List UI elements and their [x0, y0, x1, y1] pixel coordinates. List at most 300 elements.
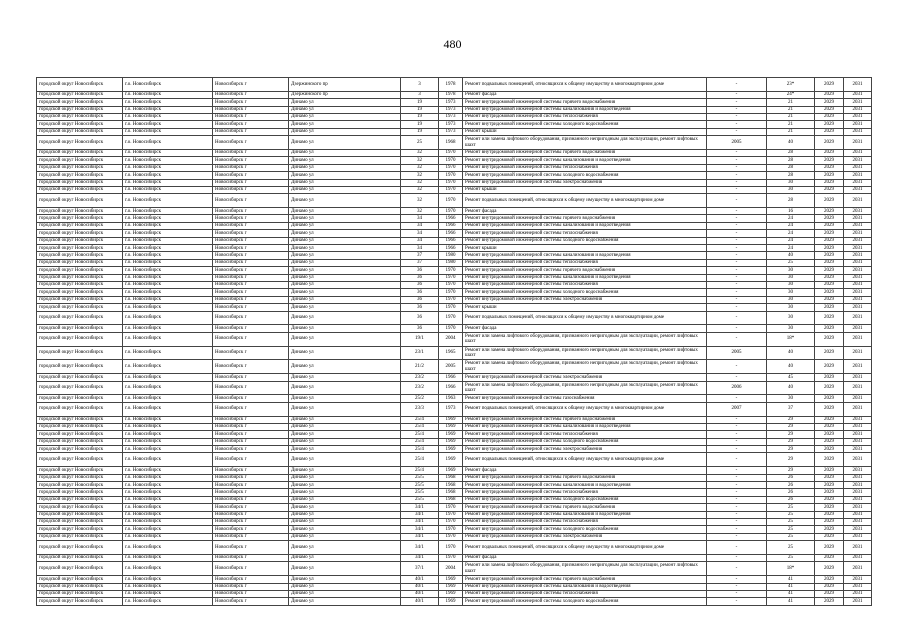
work-type-cell: Ремонт крыши	[463, 186, 707, 193]
locality-cell: Новосибирск г	[213, 274, 289, 281]
last-repair-year-cell: -	[707, 245, 767, 252]
city-cell: г.о. Новосибирск	[123, 99, 213, 106]
city-cell: г.о. Новосибирск	[123, 576, 213, 583]
table-row	[37, 194, 872, 208]
build-year-cell: 1963	[439, 395, 463, 402]
build-year-cell: 1969	[439, 446, 463, 453]
last-repair-year-cell: -	[707, 121, 767, 128]
term-cell: 28	[767, 194, 815, 208]
locality-cell: Новосибирск г	[213, 164, 289, 171]
house-cell: 40/1	[401, 590, 439, 597]
city-cell: г.о. Новосибирск	[123, 222, 213, 229]
work-type-cell: Ремонт внутридомовой инженерной системы теплоснабжения	[463, 230, 707, 237]
term-cell: 30	[767, 311, 815, 325]
city-cell: г.о. Новосибирск	[123, 230, 213, 237]
plan-end-cell: 2031	[844, 453, 872, 467]
last-repair-year-cell: 2007	[707, 402, 767, 416]
work-type-cell: Ремонт фасада	[463, 554, 707, 561]
plan-end-cell: 2031	[844, 136, 872, 150]
house-cell: 23/1	[401, 346, 439, 360]
locality-cell: Новосибирск г	[213, 518, 289, 525]
street-cell: Динамо ул	[289, 325, 401, 332]
district-cell: городской округ Новосибирск	[37, 554, 123, 561]
district-cell: городской округ Новосибирск	[37, 113, 123, 120]
house-cell: 25/5	[401, 474, 439, 481]
last-repair-year-cell: -	[707, 296, 767, 303]
city-cell: г.о. Новосибирск	[123, 360, 213, 374]
build-year-cell: 1970	[439, 194, 463, 208]
term-cell: 25	[767, 259, 815, 266]
term-cell: 30	[767, 296, 815, 303]
plan-start-cell: 2029	[815, 423, 844, 430]
table-row	[37, 496, 872, 503]
plan-start-cell: 2029	[815, 237, 844, 244]
district-cell: городской округ Новосибирск	[37, 423, 123, 430]
locality-cell: Новосибирск г	[213, 296, 289, 303]
house-cell: 25	[401, 136, 439, 150]
city-cell: г.о. Новосибирск	[123, 511, 213, 518]
plan-end-cell: 2031	[844, 304, 872, 311]
house-cell: 25/4	[401, 423, 439, 430]
locality-cell: Новосибирск г	[213, 267, 289, 274]
plan-end-cell: 2031	[844, 194, 872, 208]
district-cell: городской округ Новосибирск	[37, 91, 123, 98]
street-cell: Динамо ул	[289, 431, 401, 438]
work-type-cell: Ремонт внутридомовой инженерной системы канализования и водоотведения	[463, 252, 707, 259]
term-cell: 25	[767, 511, 815, 518]
work-type-cell: Ремонт внутридомовой инженерной системы теплоснабжения	[463, 431, 707, 438]
plan-start-cell: 2029	[815, 106, 844, 113]
locality-cell: Новосибирск г	[213, 598, 289, 605]
city-cell: г.о. Новосибирск	[123, 395, 213, 402]
plan-start-cell: 2029	[815, 194, 844, 208]
table-row	[37, 281, 872, 288]
table-row	[37, 230, 872, 237]
build-year-cell: 1970	[439, 518, 463, 525]
district-cell: городской округ Новосибирск	[37, 590, 123, 597]
house-cell: 34	[401, 222, 439, 229]
work-type-cell: Ремонт внутридомовой инженерной системы газоснабжения	[463, 395, 707, 402]
table-row	[37, 431, 872, 438]
district-cell: городской округ Новосибирск	[37, 518, 123, 525]
plan-end-cell: 2031	[844, 590, 872, 597]
build-year-cell: 1970	[439, 179, 463, 186]
plan-start-cell: 2029	[815, 78, 844, 92]
plan-start-cell: 2029	[815, 562, 844, 576]
street-cell: Динамо ул	[289, 562, 401, 576]
last-repair-year-cell: -	[707, 526, 767, 533]
plan-start-cell: 2029	[815, 186, 844, 193]
street-cell: Динамо ул	[289, 194, 401, 208]
last-repair-year-cell: -	[707, 374, 767, 381]
table-row	[37, 304, 872, 311]
street-cell: Динамо ул	[289, 395, 401, 402]
last-repair-year-cell: -	[707, 230, 767, 237]
locality-cell: Новосибирск г	[213, 194, 289, 208]
street-cell: Динамо ул	[289, 482, 401, 489]
work-type-cell: Ремонт подвальных помещений, относящихся к общему имуществу в многоквартирном доме	[463, 194, 707, 208]
district-cell: городской округ Новосибирск	[37, 402, 123, 416]
table-row	[37, 360, 872, 374]
last-repair-year-cell: 2005	[707, 346, 767, 360]
build-year-cell: 1970	[439, 157, 463, 164]
last-repair-year-cell: -	[707, 332, 767, 346]
plan-end-cell: 2031	[844, 172, 872, 179]
work-type-cell: Ремонт подвальных помещений, относящихся к общему имуществу в многоквартирном доме	[463, 453, 707, 467]
street-cell: Динамо ул	[289, 332, 401, 346]
street-cell: Динамо ул	[289, 208, 401, 215]
build-year-cell: 1968	[439, 496, 463, 503]
locality-cell: Новосибирск г	[213, 431, 289, 438]
build-year-cell: 1969	[439, 453, 463, 467]
house-cell: 34	[401, 245, 439, 252]
district-cell: городской округ Новосибирск	[37, 106, 123, 113]
term-cell: 29	[767, 453, 815, 467]
build-year-cell: 1969	[439, 438, 463, 445]
term-cell: 28	[767, 149, 815, 156]
plan-start-cell: 2029	[815, 482, 844, 489]
district-cell: городской округ Новосибирск	[37, 416, 123, 423]
locality-cell: Новосибирск г	[213, 360, 289, 374]
district-cell: городской округ Новосибирск	[37, 157, 123, 164]
last-repair-year-cell: -	[707, 482, 767, 489]
city-cell: г.о. Новосибирск	[123, 325, 213, 332]
work-type-cell: Ремонт внутридомовой инженерной системы канализования и водоотведения	[463, 222, 707, 229]
term-cell: 29	[767, 423, 815, 430]
term-cell: 25	[767, 526, 815, 533]
plan-start-cell: 2029	[815, 325, 844, 332]
last-repair-year-cell: -	[707, 215, 767, 222]
last-repair-year-cell: -	[707, 446, 767, 453]
plan-start-cell: 2029	[815, 230, 844, 237]
build-year-cell: 1969	[439, 583, 463, 590]
city-cell: г.о. Новосибирск	[123, 526, 213, 533]
street-cell: Динамо ул	[289, 374, 401, 381]
table-row	[37, 289, 872, 296]
work-type-cell: Ремонт крыши	[463, 304, 707, 311]
street-cell: Динамо ул	[289, 296, 401, 303]
term-cell: 25	[767, 504, 815, 511]
build-year-cell: 1970	[439, 208, 463, 215]
build-year-cell: 1973	[439, 99, 463, 106]
plan-start-cell: 2029	[815, 121, 844, 128]
last-repair-year-cell: -	[707, 423, 767, 430]
table-row	[37, 533, 872, 540]
locality-cell: Новосибирск г	[213, 222, 289, 229]
plan-start-cell: 2029	[815, 446, 844, 453]
work-type-cell: Ремонт внутридомовой инженерной системы горячего водоснабжения	[463, 99, 707, 106]
build-year-cell: 1966	[439, 245, 463, 252]
city-cell: г.о. Новосибирск	[123, 453, 213, 467]
street-cell: Динамо ул	[289, 128, 401, 135]
term-cell: 26	[767, 474, 815, 481]
term-cell: 21	[767, 121, 815, 128]
last-repair-year-cell: -	[707, 274, 767, 281]
term-cell: 30	[767, 186, 815, 193]
table-row	[37, 296, 872, 303]
locality-cell: Новосибирск г	[213, 179, 289, 186]
street-cell: Динамо ул	[289, 381, 401, 395]
street-cell: Дзержинского пр	[289, 91, 401, 98]
locality-cell: Новосибирск г	[213, 562, 289, 576]
city-cell: г.о. Новосибирск	[123, 252, 213, 259]
plan-end-cell: 2031	[844, 281, 872, 288]
plan-end-cell: 2031	[844, 230, 872, 237]
district-cell: городской округ Новосибирск	[37, 526, 123, 533]
build-year-cell: 1970	[439, 289, 463, 296]
locality-cell: Новосибирск г	[213, 489, 289, 496]
last-repair-year-cell: -	[707, 157, 767, 164]
city-cell: г.о. Новосибирск	[123, 467, 213, 474]
last-repair-year-cell: -	[707, 453, 767, 467]
district-cell: городской округ Новосибирск	[37, 274, 123, 281]
last-repair-year-cell: -	[707, 474, 767, 481]
locality-cell: Новосибирск г	[213, 149, 289, 156]
locality-cell: Новосибирск г	[213, 346, 289, 360]
district-cell: городской округ Новосибирск	[37, 267, 123, 274]
locality-cell: Новосибирск г	[213, 474, 289, 481]
plan-end-cell: 2031	[844, 381, 872, 395]
last-repair-year-cell: 2005	[707, 136, 767, 150]
last-repair-year-cell: -	[707, 194, 767, 208]
last-repair-year-cell: -	[707, 467, 767, 474]
plan-end-cell: 2031	[844, 78, 872, 92]
street-cell: Динамо ул	[289, 222, 401, 229]
street-cell: Динамо ул	[289, 179, 401, 186]
street-cell: Динамо ул	[289, 504, 401, 511]
plan-start-cell: 2029	[815, 136, 844, 150]
house-cell: 34/1	[401, 526, 439, 533]
district-cell: городской округ Новосибирск	[37, 78, 123, 92]
plan-start-cell: 2029	[815, 304, 844, 311]
last-repair-year-cell: -	[707, 598, 767, 605]
plan-start-cell: 2029	[815, 259, 844, 266]
work-type-cell: Ремонт внутридомовой инженерной системы горячего водоснабжения	[463, 576, 707, 583]
district-cell: городской округ Новосибирск	[37, 172, 123, 179]
street-cell: Динамо ул	[289, 598, 401, 605]
plan-end-cell: 2031	[844, 296, 872, 303]
last-repair-year-cell: -	[707, 164, 767, 171]
table-row	[37, 381, 872, 395]
build-year-cell: 1970	[439, 281, 463, 288]
district-cell: городской округ Новосибирск	[37, 381, 123, 395]
work-type-cell: Ремонт внутридомовой инженерной системы электроснабжения	[463, 179, 707, 186]
house-cell: 32	[401, 149, 439, 156]
plan-end-cell: 2031	[844, 438, 872, 445]
plan-end-cell: 2031	[844, 346, 872, 360]
last-repair-year-cell: -	[707, 438, 767, 445]
table-row	[37, 208, 872, 215]
term-cell: 29	[767, 438, 815, 445]
plan-start-cell: 2029	[815, 346, 844, 360]
district-cell: городской округ Новосибирск	[37, 164, 123, 171]
house-cell: 34/1	[401, 504, 439, 511]
house-cell: 25/4	[401, 446, 439, 453]
work-type-cell: Ремонт крыши	[463, 128, 707, 135]
plan-end-cell: 2031	[844, 511, 872, 518]
table-row	[37, 402, 872, 416]
table-row	[37, 245, 872, 252]
last-repair-year-cell: -	[707, 489, 767, 496]
house-cell: 37/1	[401, 562, 439, 576]
plan-start-cell: 2029	[815, 583, 844, 590]
city-cell: г.о. Новосибирск	[123, 381, 213, 395]
table-row	[37, 172, 872, 179]
city-cell: г.о. Новосибирск	[123, 598, 213, 605]
work-type-cell: Ремонт или замена лифтового оборудования, признанного непригодным для эксплуатации, ремонт лифтовых шахт	[463, 381, 707, 395]
house-cell: 32	[401, 179, 439, 186]
last-repair-year-cell: -	[707, 395, 767, 402]
district-cell: городской округ Новосибирск	[37, 186, 123, 193]
last-repair-year-cell: -	[707, 106, 767, 113]
house-cell: 19	[401, 121, 439, 128]
term-cell: 24	[767, 230, 815, 237]
term-cell: 41	[767, 590, 815, 597]
table-row	[37, 136, 872, 150]
locality-cell: Новосибирск г	[213, 423, 289, 430]
street-cell: Динамо ул	[289, 186, 401, 193]
build-year-cell: 1969	[439, 423, 463, 430]
district-cell: городской округ Новосибирск	[37, 496, 123, 503]
work-type-cell: Ремонт внутридомовой инженерной системы электроснабжения	[463, 446, 707, 453]
street-cell: Динамо ул	[289, 590, 401, 597]
plan-start-cell: 2029	[815, 511, 844, 518]
street-cell: Динамо ул	[289, 526, 401, 533]
plan-start-cell: 2029	[815, 245, 844, 252]
plan-start-cell: 2029	[815, 157, 844, 164]
house-cell: 36	[401, 289, 439, 296]
build-year-cell: 1980	[439, 259, 463, 266]
plan-end-cell: 2031	[844, 274, 872, 281]
city-cell: г.о. Новосибирск	[123, 554, 213, 561]
house-cell: 23/2	[401, 381, 439, 395]
city-cell: г.о. Новосибирск	[123, 332, 213, 346]
plan-end-cell: 2031	[844, 208, 872, 215]
term-cell: 28	[767, 164, 815, 171]
work-type-cell: Ремонт внутридомовой инженерной системы горячего водоснабжения	[463, 149, 707, 156]
city-cell: г.о. Новосибирск	[123, 438, 213, 445]
term-cell: 28	[767, 172, 815, 179]
plan-end-cell: 2031	[844, 325, 872, 332]
plan-end-cell: 2031	[844, 289, 872, 296]
city-cell: г.о. Новосибирск	[123, 489, 213, 496]
locality-cell: Новосибирск г	[213, 504, 289, 511]
district-cell: городской округ Новосибирск	[37, 562, 123, 576]
district-cell: городской округ Новосибирск	[37, 304, 123, 311]
work-type-cell: Ремонт фасада	[463, 91, 707, 98]
plan-end-cell: 2031	[844, 446, 872, 453]
table-row	[37, 590, 872, 597]
term-cell: 29	[767, 416, 815, 423]
plan-start-cell: 2029	[815, 222, 844, 229]
last-repair-year-cell: -	[707, 583, 767, 590]
last-repair-year-cell: -	[707, 259, 767, 266]
plan-end-cell: 2031	[844, 186, 872, 193]
plan-end-cell: 2031	[844, 533, 872, 540]
build-year-cell: 1970	[439, 554, 463, 561]
table-row	[37, 325, 872, 332]
build-year-cell: 1965	[439, 346, 463, 360]
district-cell: городской округ Новосибирск	[37, 489, 123, 496]
table-row	[37, 149, 872, 156]
work-type-cell: Ремонт внутридомовой инженерной системы холодного водоснабжения	[463, 526, 707, 533]
plan-start-cell: 2029	[815, 267, 844, 274]
plan-end-cell: 2031	[844, 541, 872, 555]
locality-cell: Новосибирск г	[213, 511, 289, 518]
table-row	[37, 222, 872, 229]
term-cell: 30	[767, 267, 815, 274]
table-row	[37, 128, 872, 135]
term-cell: 41	[767, 576, 815, 583]
build-year-cell: 1973	[439, 402, 463, 416]
term-cell: 37	[767, 402, 815, 416]
term-cell: 25	[767, 533, 815, 540]
build-year-cell: 2004	[439, 562, 463, 576]
build-year-cell: 1970	[439, 296, 463, 303]
street-cell: Динамо ул	[289, 541, 401, 555]
city-cell: г.о. Новосибирск	[123, 237, 213, 244]
last-repair-year-cell: 2006	[707, 381, 767, 395]
locality-cell: Новосибирск г	[213, 252, 289, 259]
build-year-cell: 2005	[439, 360, 463, 374]
work-type-cell: Ремонт внутридомовой инженерной системы горячего водоснабжения	[463, 504, 707, 511]
district-cell: городской округ Новосибирск	[37, 149, 123, 156]
district-cell: городской округ Новосибирск	[37, 374, 123, 381]
house-cell: 32	[401, 172, 439, 179]
work-type-cell: Ремонт или замена лифтового оборудования, признанного непригодным для эксплуатации, ремонт лифтовых шахт	[463, 360, 707, 374]
last-repair-year-cell: -	[707, 562, 767, 576]
street-cell: Динамо ул	[289, 289, 401, 296]
house-cell: 25/4	[401, 416, 439, 423]
term-cell: 30	[767, 289, 815, 296]
street-cell: Динамо ул	[289, 311, 401, 325]
district-cell: городской округ Новосибирск	[37, 325, 123, 332]
locality-cell: Новосибирск г	[213, 281, 289, 288]
last-repair-year-cell: -	[707, 496, 767, 503]
work-type-cell: Ремонт крыши	[463, 245, 707, 252]
house-cell: 21/2	[401, 360, 439, 374]
term-cell: 29	[767, 467, 815, 474]
house-cell: 40/1	[401, 576, 439, 583]
house-cell: 32	[401, 186, 439, 193]
street-cell: Динамо ул	[289, 511, 401, 518]
table-row	[37, 99, 872, 106]
term-cell: 26	[767, 496, 815, 503]
house-cell: 19	[401, 99, 439, 106]
plan-end-cell: 2031	[844, 121, 872, 128]
build-year-cell: 1966	[439, 381, 463, 395]
house-cell: 32	[401, 194, 439, 208]
city-cell: г.о. Новосибирск	[123, 128, 213, 135]
plan-start-cell: 2029	[815, 296, 844, 303]
locality-cell: Новосибирск г	[213, 381, 289, 395]
district-cell: городской округ Новосибирск	[37, 121, 123, 128]
plan-end-cell: 2031	[844, 402, 872, 416]
district-cell: городской округ Новосибирск	[37, 179, 123, 186]
table-row	[37, 446, 872, 453]
street-cell: Динамо ул	[289, 164, 401, 171]
term-cell: 21	[767, 128, 815, 135]
city-cell: г.о. Новосибирск	[123, 431, 213, 438]
last-repair-year-cell: -	[707, 533, 767, 540]
plan-start-cell: 2029	[815, 311, 844, 325]
table-row	[37, 346, 872, 360]
plan-start-cell: 2029	[815, 431, 844, 438]
district-cell: городской округ Новосибирск	[37, 438, 123, 445]
term-cell: 21	[767, 106, 815, 113]
work-type-cell: Ремонт подвальных помещений, относящихся к общему имуществу в многоквартирном доме	[463, 402, 707, 416]
term-cell: 24	[767, 222, 815, 229]
